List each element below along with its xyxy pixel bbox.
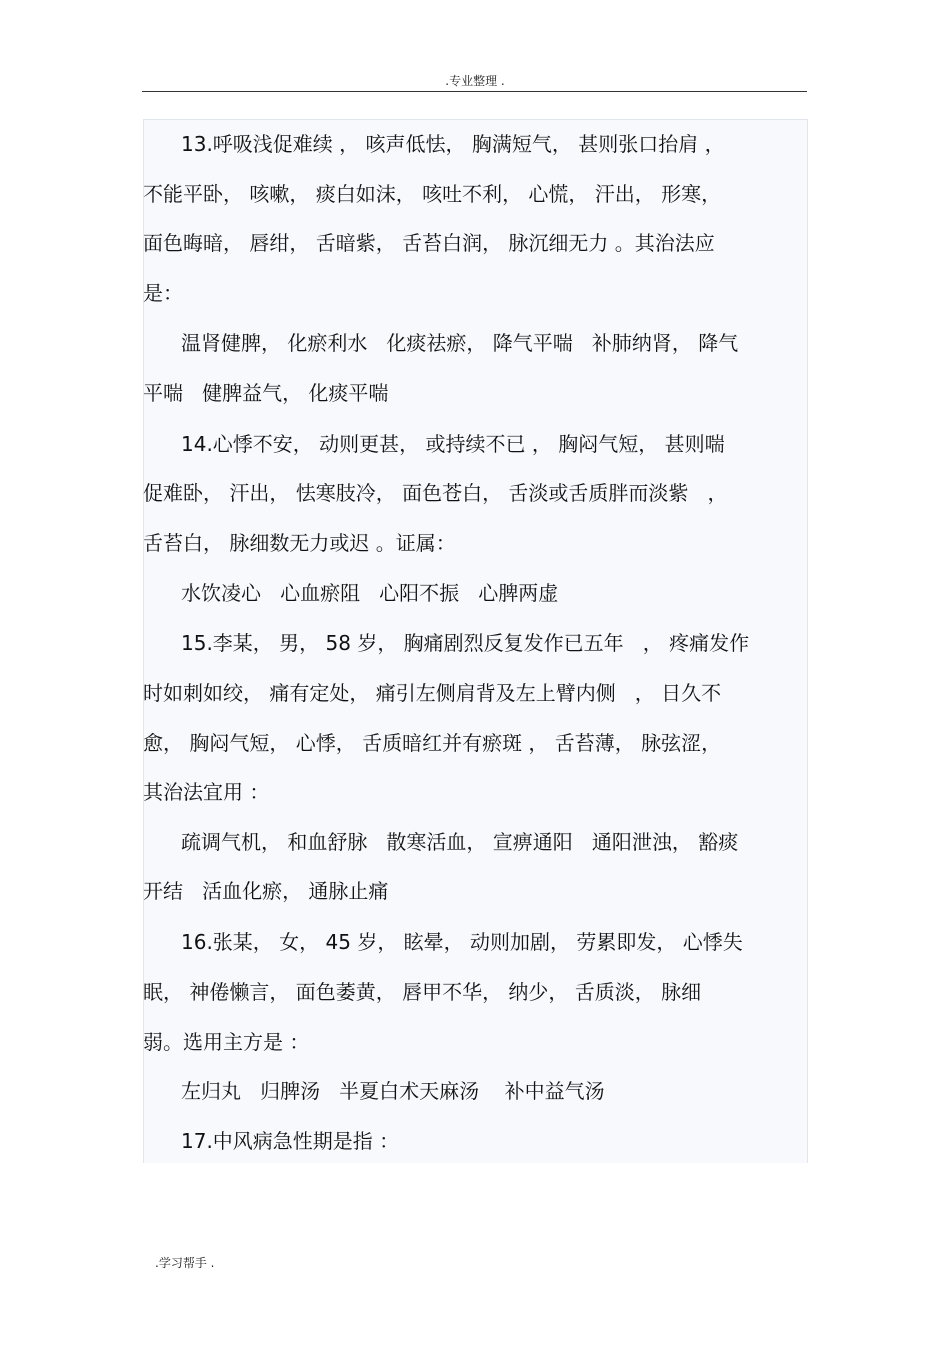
text-line: 13.呼吸浅促难续 ， 咳声低怯， 胸满短气， 甚则张口抬肩 ， xyxy=(181,132,725,156)
text-line: 愈， 胸闷气短， 心悸， 舌质暗红并有瘀斑 ， 舌苔薄， 脉弦涩， xyxy=(143,731,722,755)
text-line: 弱。选用主方是 ： xyxy=(143,1030,310,1054)
text-line: 17.中风病急性期是指 ： xyxy=(181,1129,400,1153)
text-line: 面色晦暗， 唇绀， 舌暗紫， 舌苔白润， 脉沉细无力 。其治法应 xyxy=(143,231,715,255)
text-line: 14.心悸不安， 动则更甚， 或持续不已 ， 胸闷气短， 甚则喘 xyxy=(181,432,725,456)
text-line: 促难卧， 汗出， 怯寒肢冷， 面色苍白， 舌淡或舌质胖而淡紫 ， xyxy=(143,481,728,505)
text-line: 不能平卧， 咳嗽， 痰白如沫， 咳吐不利， 心慌， 汗出， 形寒， xyxy=(143,182,722,206)
page-header: .专业整理 . xyxy=(445,74,505,88)
text-line: 是： xyxy=(143,281,183,305)
text-line: 平喘 健脾益气， 化痰平喘 xyxy=(143,381,389,405)
text-line: 水饮凌心 心血瘀阻 心阳不振 心脾两虚 xyxy=(181,581,559,605)
text-line: 温肾健脾， 化瘀利水 化痰祛瘀， 降气平喘 补肺纳肾， 降气 xyxy=(181,331,739,355)
text-line: 开结 活血化瘀， 通脉止痛 xyxy=(143,879,389,903)
text-line: 眠， 神倦懒言， 面色萎黄， 唇甲不华， 纳少， 舌质淡， 脉细 xyxy=(143,980,702,1004)
text-line: 疏调气机， 和血舒脉 散寒活血， 宣痹通阳 通阳泄浊， 豁痰 xyxy=(181,830,739,854)
text-line: 舌苔白， 脉细数无力或迟 。证属： xyxy=(143,531,456,555)
text-line: 左归丸 归脾汤 半夏白术天麻汤 补中益气汤 xyxy=(181,1079,605,1103)
header-divider xyxy=(142,91,807,92)
text-line: 其治法宜用 ： xyxy=(143,780,270,804)
text-line: 15.李某， 男， 58 岁， 胸痛剧烈反复发作已五年 ， 疼痛发作 xyxy=(181,631,750,655)
text-line: 时如刺如绞， 痛有定处， 痛引左侧肩背及左上臂内侧 ， 日久不 xyxy=(143,681,722,705)
page-footer: .学习帮手 . xyxy=(155,1256,215,1270)
text-line: 16.张某， 女， 45 岁， 眩晕， 动则加剧， 劳累即发， 心悸失 xyxy=(181,930,743,954)
